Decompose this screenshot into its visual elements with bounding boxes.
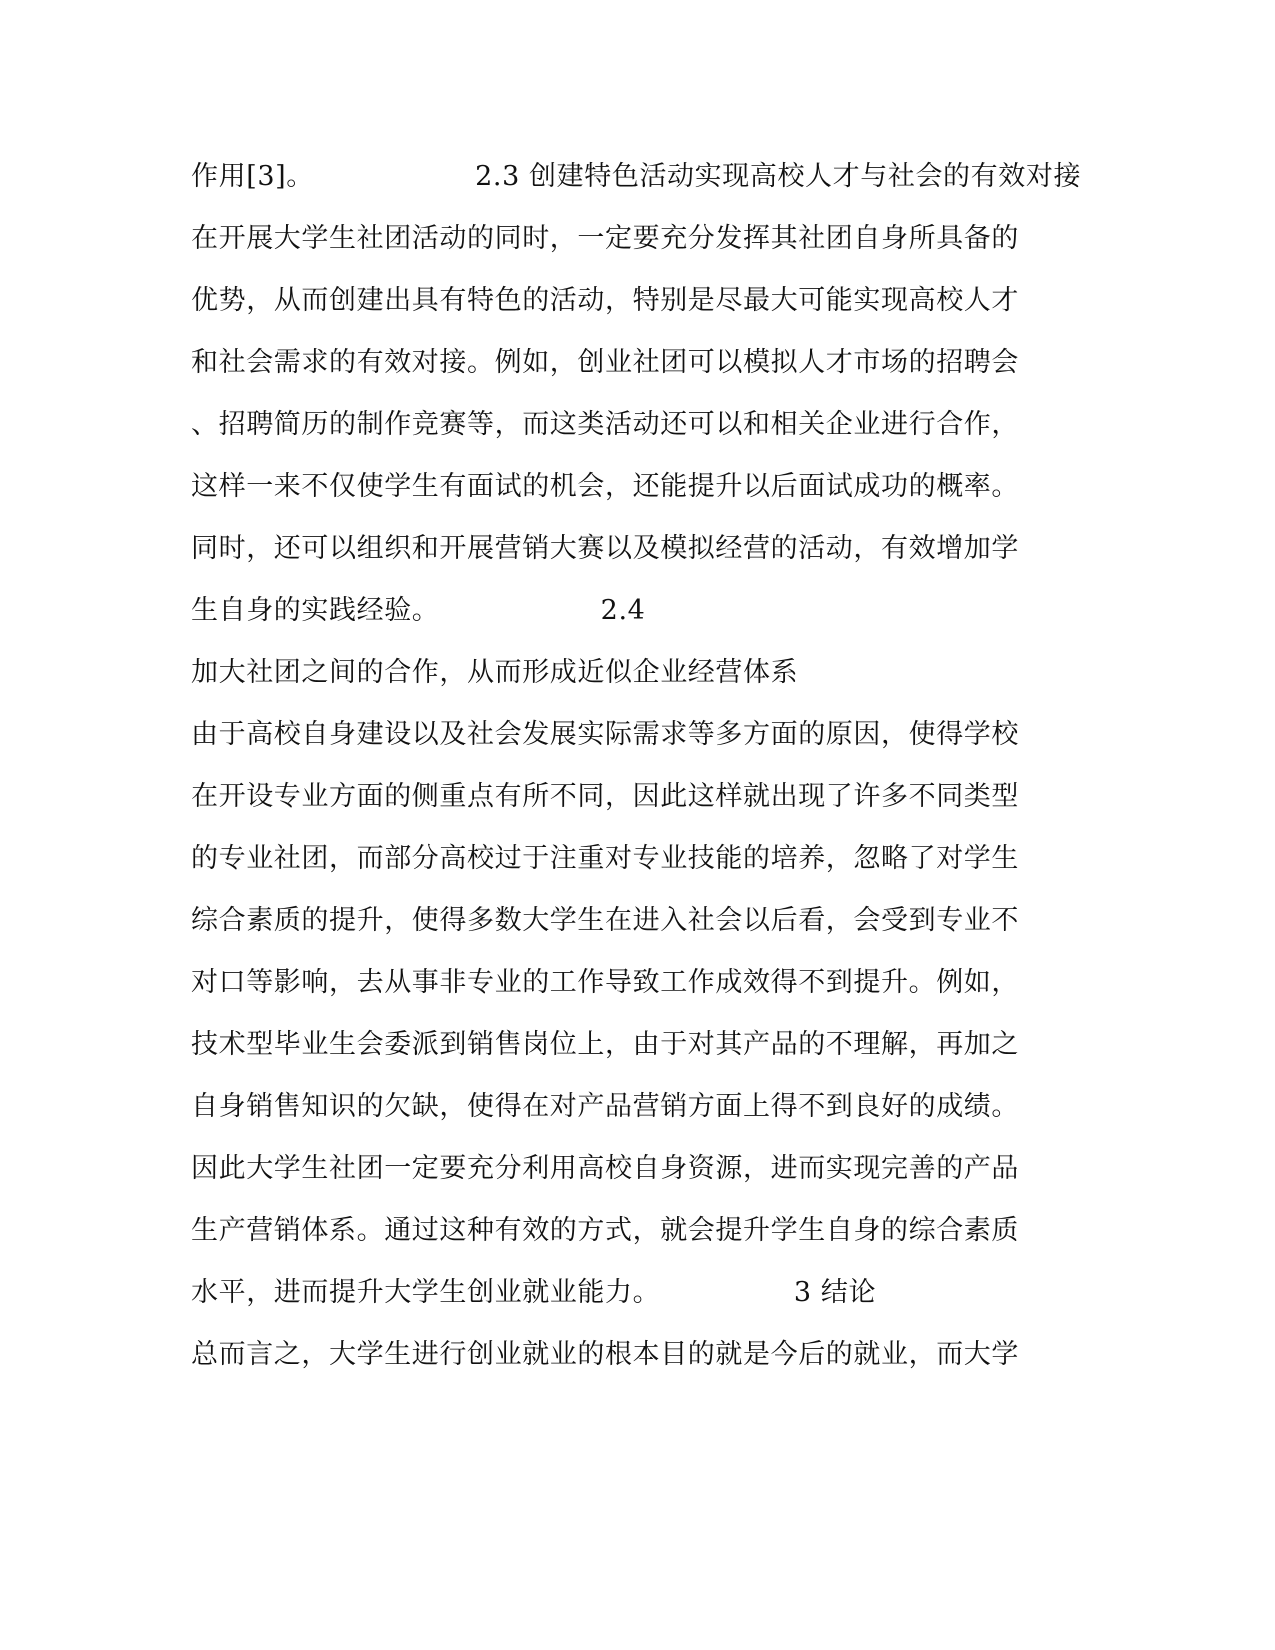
text-line: 在开展大学生社团活动的同时，一定要充分发挥其社团自身所具备的	[191, 223, 1019, 254]
text-line: 自身销售知识的欠缺，使得在对产品营销方面上得不到良好的成绩。	[191, 1091, 1019, 1122]
text-line: 同时，还可以组织和开展营销大赛以及模拟经营的活动，有效增加学	[191, 533, 1019, 564]
text-line: 对口等影响，去从事非专业的工作导致工作成效得不到提升。例如，	[191, 967, 1019, 998]
text-line: 作用[3]。 2.3 创建特色活动实现高校人才与社会的有效对接	[191, 161, 1082, 192]
text-line: 技术型毕业生会委派到销售岗位上，由于对其产品的不理解，再加之	[191, 1029, 1019, 1060]
text-line: 由于高校自身建设以及社会发展实际需求等多方面的原因，使得学校	[191, 719, 1019, 750]
text-line: 、招聘简历的制作竞赛等，而这类活动还可以和相关企业进行合作，	[191, 409, 1019, 440]
section-heading: 加大社团之间的合作，从而形成近似企业经营体系	[191, 657, 799, 688]
text-line: 在开设专业方面的侧重点有所不同，因此这样就出现了许多不同类型	[191, 781, 1019, 812]
text-line: 这样一来不仅使学生有面试的机会，还能提升以后面试成功的概率。	[191, 471, 1019, 502]
text-line: 生产营销体系。通过这种有效的方式，就会提升学生自身的综合素质	[191, 1215, 1019, 1246]
text-line: 和社会需求的有效对接。例如，创业社团可以模拟人才市场的招聘会	[191, 347, 1019, 378]
text-line: 总而言之，大学生进行创业就业的根本目的就是今后的就业，而大学	[191, 1339, 1019, 1370]
text-line: 优势，从而创建出具有特色的活动，特别是尽最大可能实现高校人才	[191, 285, 1019, 316]
text-line: 因此大学生社团一定要充分利用高校自身资源，进而实现完善的产品	[191, 1153, 1019, 1184]
text-line: 的专业社团，而部分高校过于注重对专业技能的培养，忽略了对学生	[191, 843, 1019, 874]
text-line: 综合素质的提升，使得多数大学生在进入社会以后看，会受到专业不	[191, 905, 1019, 936]
text-line: 水平，进而提升大学生创业就业能力。 3 结论	[191, 1277, 877, 1308]
text-line: 生自身的实践经验。 2.4	[191, 595, 646, 626]
